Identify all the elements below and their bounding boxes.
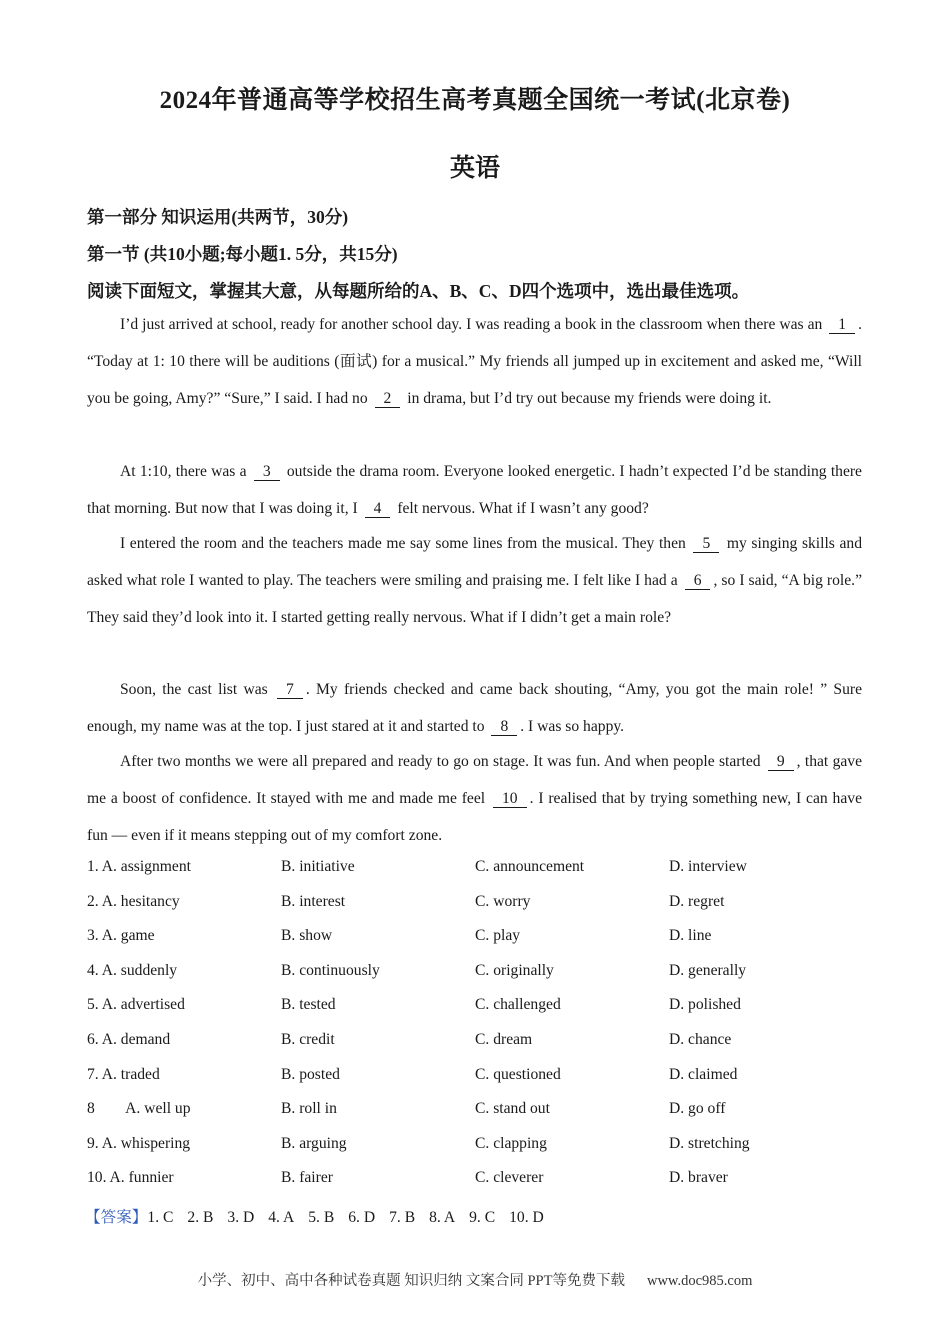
option-row bbox=[87, 927, 867, 962]
blank-7: 7 bbox=[277, 681, 303, 699]
option-row bbox=[87, 1031, 867, 1066]
option-a: 1. A. assignment bbox=[87, 858, 191, 875]
option-a: 2. A. hesitancy bbox=[87, 892, 180, 910]
passage-text: At 1:10, there was a bbox=[120, 463, 247, 480]
option-c: C. challenged bbox=[475, 996, 561, 1014]
option-row bbox=[87, 1066, 867, 1101]
passage-text: . “Today at 1: 10 there will be auditions (面试) for a musical.” My friends all jumped up in excitement and asked me, “Will you be going, Amy?” “Sure,” I said. I had no bbox=[87, 316, 862, 407]
option-a: 8 A. well up bbox=[87, 1100, 191, 1118]
blank-9: 9 bbox=[768, 753, 794, 771]
option-d: D. braver bbox=[669, 1169, 728, 1187]
option-c: C. announcement bbox=[475, 858, 585, 875]
blank-4: 4 bbox=[365, 500, 391, 518]
option-b: B. tested bbox=[281, 996, 336, 1014]
option-a: 3. A. game bbox=[87, 927, 155, 945]
option-c: C. dream bbox=[475, 1030, 533, 1048]
option-d: D. generally bbox=[669, 961, 747, 979]
option-a: 10. A. funnier bbox=[87, 1169, 174, 1187]
passage-paragraph-2 bbox=[87, 453, 862, 527]
subject-title: 英语 bbox=[449, 155, 500, 182]
option-a: 7. A. traded bbox=[87, 1065, 160, 1083]
answer-label: 【答案】 bbox=[85, 1209, 148, 1226]
passage-text: After two months we were all prepared and ready to go on stage. It was fun. And when people started bbox=[120, 753, 761, 770]
answer-item: 7. B bbox=[389, 1209, 416, 1226]
option-d: D. claimed bbox=[669, 1065, 738, 1083]
option-b: B. roll in bbox=[281, 1100, 337, 1118]
footer-url[interactable]: www.doc985.com bbox=[646, 1273, 753, 1289]
passage-text: . My friends checked and came back shouting, “Amy, you got the main role! ” Sure enough, my name was at the top. I just stared at it and started to bbox=[87, 681, 863, 735]
answer-item: 9. C bbox=[469, 1209, 496, 1226]
option-b: B. show bbox=[281, 927, 333, 945]
option-c: C. questioned bbox=[475, 1065, 561, 1083]
blank-1: 1 bbox=[829, 316, 855, 334]
option-row bbox=[87, 962, 867, 997]
option-b: B. interest bbox=[281, 892, 346, 910]
option-row bbox=[87, 1100, 867, 1135]
answer-item: 3. D bbox=[227, 1209, 255, 1226]
answer-item: 2. B bbox=[187, 1209, 214, 1226]
option-c: C. stand out bbox=[475, 1100, 550, 1118]
option-a: 6. A. demand bbox=[87, 1030, 171, 1048]
blank-6: 6 bbox=[685, 572, 711, 590]
option-d: D. polished bbox=[669, 996, 741, 1014]
option-a: 5. A. advertised bbox=[87, 996, 185, 1014]
instruction-text: 阅读下面短文，掌握其大意，从每题所给的A、B、C、D四个选项中，选出最佳选项。 bbox=[87, 281, 750, 301]
part-heading: 第一部分 知识运用(共两节，30分) bbox=[87, 207, 349, 227]
option-c: C. originally bbox=[475, 961, 554, 979]
option-c: C. cleverer bbox=[475, 1169, 544, 1187]
passage-paragraph-4 bbox=[87, 671, 862, 745]
option-a: 9. A. whispering bbox=[87, 1134, 191, 1152]
footer-text: 小学、初中、高中各种试卷真题 知识归纳 文案合同 PPT等免费下载 bbox=[197, 1273, 625, 1289]
passage-paragraph-1 bbox=[87, 306, 862, 417]
passage-text: . I realised that by trying something new, I can have fun — even if it means stepping out of my comfort zone. bbox=[87, 790, 862, 844]
option-d: D. line bbox=[669, 927, 712, 945]
section-heading: 第一节 (共10小题;每小题1. 5分，共15分) bbox=[87, 244, 398, 264]
option-a: 4. A. suddenly bbox=[87, 961, 178, 979]
passage-text: . I was so happy. bbox=[520, 718, 625, 735]
answer-item: 1. C bbox=[147, 1209, 174, 1226]
option-b: B. credit bbox=[281, 1030, 335, 1048]
passage-paragraph-3 bbox=[87, 525, 862, 636]
answer-item: 5. B bbox=[308, 1209, 335, 1226]
option-b: B. arguing bbox=[281, 1134, 347, 1152]
passage-text: felt nervous. What if I wasn’t any good? bbox=[397, 500, 649, 517]
passage-text: outside the drama room. Everyone looked energetic. I hadn’t expected I’d be standing there that morning. But now that I was doing it, I bbox=[87, 463, 862, 517]
passage-text: , so I said, “A big role.” They said they’d look into it. I started getting really nervous. What if I didn’t get a main role? bbox=[87, 572, 862, 626]
option-row bbox=[87, 858, 867, 893]
passage-text: I entered the room and the teachers made me say some lines from the musical. They then bbox=[120, 535, 686, 552]
blank-8: 8 bbox=[491, 718, 517, 736]
passage-text: I’d just arrived at school, ready for another school day. I was reading a book in the classroom when there was an bbox=[120, 316, 823, 333]
blank-5: 5 bbox=[693, 535, 719, 553]
option-d: D. regret bbox=[669, 892, 725, 910]
passage-text: Soon, the cast list was bbox=[120, 681, 268, 698]
blank-10: 10 bbox=[493, 790, 527, 808]
answer-key bbox=[85, 1205, 558, 1227]
answer-item: 4. A bbox=[268, 1209, 295, 1226]
answer-item: 8. A bbox=[429, 1209, 456, 1226]
blank-2: 2 bbox=[375, 390, 401, 408]
answer-item: 6. D bbox=[348, 1209, 376, 1226]
option-d: D. chance bbox=[669, 1030, 732, 1048]
passage-paragraph-5 bbox=[87, 743, 862, 854]
option-row bbox=[87, 1135, 867, 1170]
option-row bbox=[87, 1169, 867, 1204]
option-b: B. initiative bbox=[281, 858, 355, 875]
option-row bbox=[87, 893, 867, 928]
option-d: D. interview bbox=[669, 858, 747, 875]
answer-options bbox=[87, 858, 867, 1204]
blank-3: 3 bbox=[254, 463, 280, 481]
exam-title: 2024年普通高等学校招生高考真题全国统一考试(北京卷) bbox=[159, 87, 791, 114]
option-c: C. worry bbox=[475, 892, 531, 910]
answer-item: 10. D bbox=[509, 1209, 544, 1226]
option-b: B. posted bbox=[281, 1065, 340, 1083]
option-d: D. stretching bbox=[669, 1134, 750, 1152]
option-c: C. play bbox=[475, 927, 521, 945]
option-d: D. go off bbox=[669, 1100, 726, 1118]
passage-text: , that gave me a boost of confidence. It stayed with me and made me feel bbox=[87, 753, 863, 807]
option-b: B. fairer bbox=[281, 1169, 333, 1187]
option-row bbox=[87, 996, 867, 1031]
passage-text: my singing skills and asked what role I wanted to play. The teachers were smiling and praising me. I felt like I had a bbox=[87, 535, 863, 589]
option-c: C. clapping bbox=[475, 1134, 547, 1152]
option-b: B. continuously bbox=[281, 961, 380, 979]
passage-text: in drama, but I’d try out because my friends were doing it. bbox=[407, 390, 772, 407]
page-footer bbox=[0, 1269, 950, 1290]
